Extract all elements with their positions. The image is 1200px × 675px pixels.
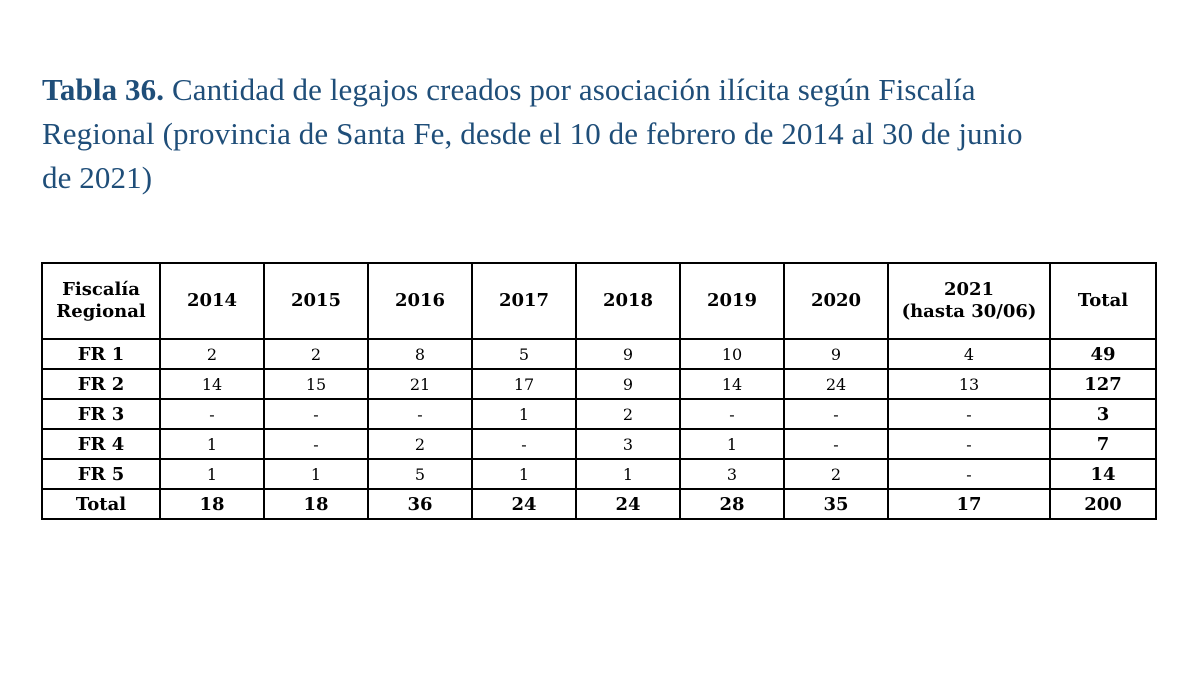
row-label: FR 3 — [42, 399, 160, 429]
table-cell: - — [784, 429, 888, 459]
table-cell: 2 — [576, 399, 680, 429]
row-label: Total — [42, 489, 160, 519]
table-cell: - — [264, 399, 368, 429]
table-header-row — [42, 263, 1156, 339]
table-caption — [42, 68, 1042, 200]
table-cell: 15 — [264, 369, 368, 399]
table-cell: 2 — [264, 339, 368, 369]
table-cell: 36 — [368, 489, 472, 519]
table-cell: 14 — [160, 369, 264, 399]
column-header-line: 2018 — [602, 290, 654, 311]
table-cell: 1 — [264, 459, 368, 489]
row-total-cell: 49 — [1050, 339, 1156, 369]
column-header — [888, 263, 1050, 339]
table-row — [42, 339, 1156, 369]
table-row — [42, 399, 1156, 429]
table-row — [42, 459, 1156, 489]
table-cell: 17 — [888, 489, 1050, 519]
column-header — [368, 263, 472, 339]
table-total-row — [42, 489, 1156, 519]
caption-text: Cantidad de legajos creados por asociación ilícita según Fiscalía Regional (provincia de Santa Fe, desde el 10 de febrero de 2014 al 30 de junio de 2021) — [42, 72, 1023, 195]
column-header — [576, 263, 680, 339]
table-cell: 1 — [680, 429, 784, 459]
table-cell: 5 — [472, 339, 576, 369]
table-cell: - — [160, 399, 264, 429]
column-header-line: 2019 — [706, 290, 758, 311]
table-cell: 2 — [784, 459, 888, 489]
table-cell: 21 — [368, 369, 472, 399]
column-header-line: Regional — [56, 301, 146, 322]
column-header — [784, 263, 888, 339]
table-row — [42, 429, 1156, 459]
table-cell: 9 — [576, 369, 680, 399]
column-header-line: 2015 — [290, 290, 342, 311]
column-header-line: 2017 — [498, 290, 550, 311]
table-cell: - — [888, 429, 1050, 459]
row-total-cell: 3 — [1050, 399, 1156, 429]
column-header — [472, 263, 576, 339]
column-header-fiscalia — [42, 263, 160, 339]
column-header-line: 2021 — [943, 279, 995, 300]
legajos-table — [41, 262, 1157, 520]
table-cell: 1 — [160, 429, 264, 459]
row-total-cell: 7 — [1050, 429, 1156, 459]
table-cell: - — [368, 399, 472, 429]
table-cell: 18 — [160, 489, 264, 519]
table-cell: 18 — [264, 489, 368, 519]
table-cell: - — [888, 399, 1050, 429]
row-total-cell: 127 — [1050, 369, 1156, 399]
table-cell: 1 — [160, 459, 264, 489]
table-cell: - — [472, 429, 576, 459]
table-cell: 8 — [368, 339, 472, 369]
table-cell: - — [264, 429, 368, 459]
column-header-line: 2014 — [186, 290, 238, 311]
table-cell: 9 — [784, 339, 888, 369]
table-cell: 13 — [888, 369, 1050, 399]
column-header — [1050, 263, 1156, 339]
row-total-cell: 14 — [1050, 459, 1156, 489]
column-header-line: (hasta 30/06) — [901, 301, 1037, 322]
table-cell: 14 — [680, 369, 784, 399]
table-cell: 3 — [576, 429, 680, 459]
table-cell: 1 — [472, 459, 576, 489]
row-label: FR 2 — [42, 369, 160, 399]
table-cell: 1 — [576, 459, 680, 489]
row-label: FR 1 — [42, 339, 160, 369]
table-cell: - — [784, 399, 888, 429]
column-header-line: 2020 — [810, 290, 862, 311]
table-cell: - — [888, 459, 1050, 489]
column-header-line: 2016 — [394, 290, 446, 311]
table-cell: 10 — [680, 339, 784, 369]
table-cell: 17 — [472, 369, 576, 399]
row-label: FR 4 — [42, 429, 160, 459]
table-cell: 3 — [680, 459, 784, 489]
table-cell: 24 — [784, 369, 888, 399]
table-cell: 4 — [888, 339, 1050, 369]
table-cell: 2 — [368, 429, 472, 459]
table-row — [42, 369, 1156, 399]
column-header — [264, 263, 368, 339]
table-body — [42, 339, 1156, 519]
column-header — [160, 263, 264, 339]
table-cell: 24 — [472, 489, 576, 519]
table-cell: - — [680, 399, 784, 429]
table-cell: 35 — [784, 489, 888, 519]
column-header-line: Total — [1077, 290, 1129, 311]
table-cell: 5 — [368, 459, 472, 489]
row-total-cell: 200 — [1050, 489, 1156, 519]
column-header — [680, 263, 784, 339]
table-cell: 24 — [576, 489, 680, 519]
table-cell: 1 — [472, 399, 576, 429]
column-header-line: Fiscalía — [62, 279, 140, 300]
table-cell: 9 — [576, 339, 680, 369]
table-cell: 2 — [160, 339, 264, 369]
table-cell: 28 — [680, 489, 784, 519]
caption-label: Tabla 36. — [42, 72, 165, 107]
row-label: FR 5 — [42, 459, 160, 489]
